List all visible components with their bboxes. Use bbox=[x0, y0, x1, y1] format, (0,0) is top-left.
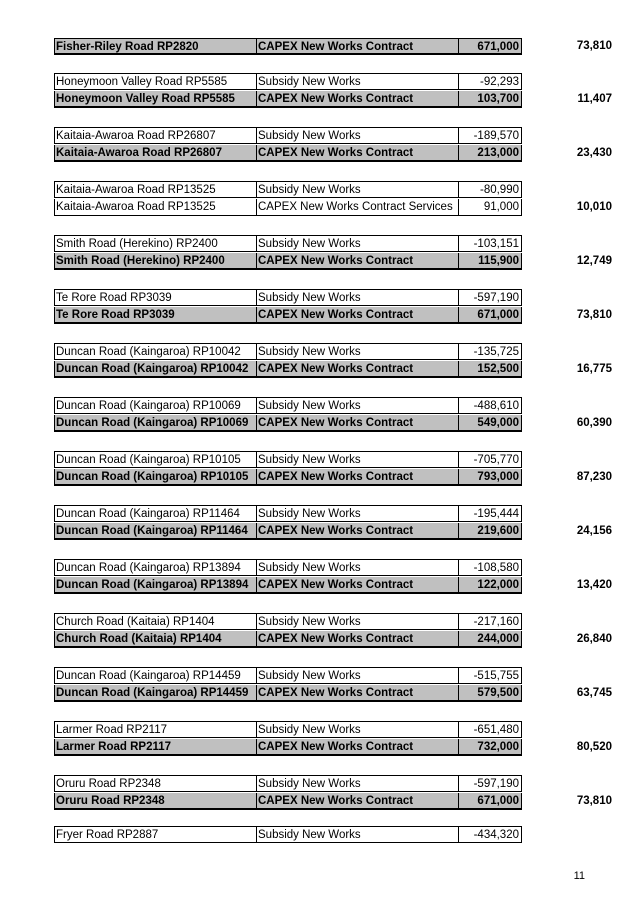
page-number: 11 bbox=[573, 870, 585, 882]
group-total: 73,810 bbox=[576, 40, 612, 52]
amount-cell: -434,320 bbox=[473, 829, 519, 841]
amount-cell: 115,900 bbox=[478, 255, 519, 267]
table-row bbox=[54, 721, 522, 738]
road-name-cell: Kaitaia-Awaroa Road RP13525 bbox=[55, 199, 257, 215]
work-type-cell: CAPEX New Works Contract bbox=[257, 91, 459, 106]
table-row bbox=[54, 73, 522, 90]
road-name-cell: Duncan Road (Kaingaroa) RP10105 bbox=[55, 452, 257, 467]
work-type-cell: CAPEX New Works Contract bbox=[257, 415, 459, 430]
amount-cell: 122,000 bbox=[477, 579, 519, 591]
work-type-cell: CAPEX New Works Contract bbox=[257, 739, 459, 754]
group-total: 26,840 bbox=[576, 633, 612, 645]
road-name-cell: Duncan Road (Kaingaroa) RP10105 bbox=[55, 469, 257, 484]
amount-cell: 91,000 bbox=[483, 201, 519, 213]
road-name-cell: Fryer Road RP2887 bbox=[55, 827, 257, 842]
table-row bbox=[54, 793, 522, 810]
road-name-cell: Larmer Road RP2117 bbox=[55, 739, 257, 754]
amount-cell: -103,151 bbox=[473, 238, 519, 250]
amount-cell: -651,480 bbox=[473, 724, 519, 736]
work-type-cell: Subsidy New Works bbox=[257, 614, 459, 629]
road-name-cell: Larmer Road RP2117 bbox=[55, 722, 257, 737]
group-total: 11,407 bbox=[577, 93, 612, 105]
amount-cell: 732,000 bbox=[477, 741, 519, 753]
group-total: 73,810 bbox=[576, 795, 612, 807]
table-row bbox=[54, 343, 522, 360]
work-type-cell: Subsidy New Works bbox=[257, 290, 459, 305]
table-row bbox=[54, 559, 522, 576]
amount-cell: 671,000 bbox=[477, 795, 519, 807]
work-type-cell: CAPEX New Works Contract bbox=[257, 577, 459, 592]
work-type-cell: CAPEX New Works Contract Services bbox=[257, 199, 459, 215]
table-row bbox=[54, 739, 522, 756]
work-type-cell: CAPEX New Works Contract bbox=[257, 793, 459, 808]
amount-cell: 103,700 bbox=[477, 93, 519, 105]
table-row bbox=[54, 613, 522, 630]
table-row bbox=[54, 415, 522, 432]
amount-cell: 671,000 bbox=[477, 41, 519, 53]
amount-cell: -488,610 bbox=[473, 400, 519, 412]
work-type-cell: CAPEX New Works Contract bbox=[257, 469, 459, 484]
group-total: 80,520 bbox=[576, 741, 612, 753]
amount-cell: -515,755 bbox=[473, 670, 519, 682]
work-type-cell: Subsidy New Works bbox=[257, 182, 459, 197]
work-type-cell: Subsidy New Works bbox=[257, 236, 459, 251]
amount-cell: -189,570 bbox=[473, 130, 519, 142]
road-name-cell: Duncan Road (Kaingaroa) RP14459 bbox=[55, 668, 257, 683]
table-row bbox=[54, 397, 522, 414]
table-row bbox=[54, 469, 522, 486]
work-type-cell: Subsidy New Works bbox=[257, 506, 459, 521]
table-row bbox=[54, 505, 522, 522]
group-total: 24,156 bbox=[576, 525, 612, 537]
table-row bbox=[54, 523, 522, 540]
table-row bbox=[54, 38, 522, 55]
work-type-cell: Subsidy New Works bbox=[257, 560, 459, 575]
work-type-cell: Subsidy New Works bbox=[257, 344, 459, 359]
group-total: 73,810 bbox=[576, 309, 612, 321]
table-row bbox=[54, 127, 522, 144]
work-type-cell: CAPEX New Works Contract bbox=[257, 631, 459, 646]
road-name-cell: Kaitaia-Awaroa Road RP26807 bbox=[55, 145, 257, 160]
table-row bbox=[54, 307, 522, 324]
amount-cell: 219,600 bbox=[477, 525, 519, 537]
amount-cell: 671,000 bbox=[477, 309, 519, 321]
road-name-cell: Duncan Road (Kaingaroa) RP10042 bbox=[55, 344, 257, 359]
road-name-cell: Duncan Road (Kaingaroa) RP13894 bbox=[55, 577, 257, 592]
table-row bbox=[54, 253, 522, 270]
amount-cell: -92,293 bbox=[479, 76, 519, 88]
road-name-cell: Church Road (Kaitaia) RP1404 bbox=[55, 614, 257, 629]
amount-cell: 579,500 bbox=[477, 687, 519, 699]
group-total: 12,749 bbox=[576, 255, 612, 267]
road-name-cell: Duncan Road (Kaingaroa) RP11464 bbox=[55, 523, 257, 538]
road-name-cell: Te Rore Road RP3039 bbox=[55, 307, 257, 322]
work-type-cell: Subsidy New Works bbox=[257, 776, 459, 791]
table-row bbox=[54, 235, 522, 252]
work-type-cell: Subsidy New Works bbox=[257, 827, 459, 842]
group-total: 87,230 bbox=[576, 471, 612, 483]
amount-cell: -217,160 bbox=[473, 616, 519, 628]
road-name-cell: Oruru Road RP2348 bbox=[55, 793, 257, 808]
work-type-cell: CAPEX New Works Contract bbox=[257, 253, 459, 268]
work-type-cell: CAPEX New Works Contract bbox=[257, 523, 459, 538]
road-name-cell: Kaitaia-Awaroa Road RP26807 bbox=[55, 128, 257, 143]
table-row bbox=[54, 577, 522, 594]
table-row bbox=[54, 289, 522, 306]
table-row bbox=[54, 685, 522, 702]
group-total: 16,775 bbox=[576, 363, 612, 375]
group-total: 23,430 bbox=[576, 147, 612, 159]
road-name-cell: Smith Road (Herekino) RP2400 bbox=[55, 236, 257, 251]
road-name-cell: Oruru Road RP2348 bbox=[55, 776, 257, 791]
road-name-cell: Duncan Road (Kaingaroa) RP11464 bbox=[55, 506, 257, 521]
work-type-cell: Subsidy New Works bbox=[257, 668, 459, 683]
group-total: 10,010 bbox=[576, 201, 612, 213]
road-name-cell: Duncan Road (Kaingaroa) RP13894 bbox=[55, 560, 257, 575]
road-name-cell: Kaitaia-Awaroa Road RP13525 bbox=[55, 182, 257, 197]
road-name-cell: Church Road (Kaitaia) RP1404 bbox=[55, 631, 257, 646]
road-name-cell: Fisher-Riley Road RP2820 bbox=[55, 39, 257, 53]
amount-cell: -80,990 bbox=[479, 184, 519, 196]
road-name-cell: Duncan Road (Kaingaroa) RP10069 bbox=[55, 415, 257, 430]
road-name-cell: Honeymoon Valley Road RP5585 bbox=[55, 74, 257, 89]
work-type-cell: Subsidy New Works bbox=[257, 722, 459, 737]
group-total: 63,745 bbox=[576, 687, 612, 699]
road-name-cell: Duncan Road (Kaingaroa) RP10069 bbox=[55, 398, 257, 413]
amount-cell: 152,500 bbox=[477, 363, 519, 375]
work-type-cell: Subsidy New Works bbox=[257, 128, 459, 143]
road-name-cell: Duncan Road (Kaingaroa) RP10042 bbox=[55, 361, 257, 376]
amount-cell: -597,190 bbox=[473, 292, 519, 304]
table-row bbox=[54, 667, 522, 684]
road-name-cell: Honeymoon Valley Road RP5585 bbox=[55, 91, 257, 106]
road-name-cell: Duncan Road (Kaingaroa) RP14459 bbox=[55, 685, 257, 700]
table-row bbox=[54, 631, 522, 648]
group-total: 13,420 bbox=[576, 579, 612, 591]
work-type-cell: CAPEX New Works Contract bbox=[257, 361, 459, 376]
work-type-cell: CAPEX New Works Contract bbox=[257, 685, 459, 700]
table-row bbox=[54, 451, 522, 468]
work-type-cell: Subsidy New Works bbox=[257, 452, 459, 467]
road-name-cell: Smith Road (Herekino) RP2400 bbox=[55, 253, 257, 268]
amount-cell: 244,000 bbox=[477, 633, 519, 645]
work-type-cell: CAPEX New Works Contract bbox=[257, 145, 459, 160]
amount-cell: 213,000 bbox=[477, 147, 519, 159]
amount-cell: -597,190 bbox=[473, 778, 519, 790]
work-type-cell: CAPEX New Works Contract bbox=[257, 39, 459, 53]
group-total: 60,390 bbox=[576, 417, 612, 429]
amount-cell: 793,000 bbox=[477, 471, 519, 483]
amount-cell: 549,000 bbox=[477, 417, 519, 429]
table-row bbox=[54, 91, 522, 108]
work-type-cell: Subsidy New Works bbox=[257, 398, 459, 413]
work-type-cell: Subsidy New Works bbox=[257, 74, 459, 89]
amount-cell: -705,770 bbox=[473, 454, 519, 466]
amount-cell: -195,444 bbox=[473, 508, 519, 520]
table-row bbox=[54, 181, 522, 198]
table-row bbox=[54, 361, 522, 378]
work-type-cell: CAPEX New Works Contract bbox=[257, 307, 459, 322]
amount-cell: -135,725 bbox=[473, 346, 519, 358]
amount-cell: -108,580 bbox=[473, 562, 519, 574]
table-row bbox=[54, 775, 522, 792]
table-row bbox=[54, 199, 522, 216]
road-name-cell: Te Rore Road RP3039 bbox=[55, 290, 257, 305]
table-row bbox=[54, 826, 522, 843]
table-row bbox=[54, 145, 522, 162]
